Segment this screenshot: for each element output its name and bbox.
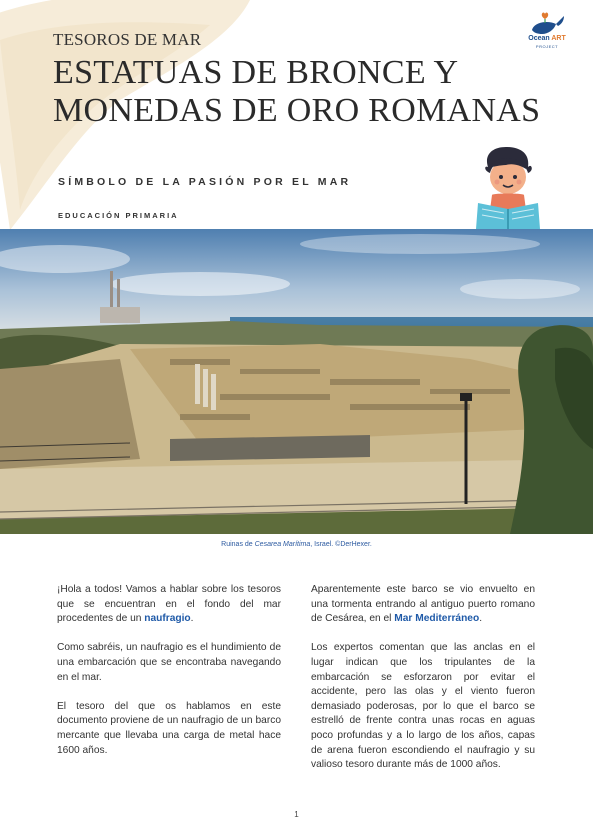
paragraph-intro-text: ¡Hola a todos! Vamos a hablar sobre los tesoros que se encuentran en el fondo del mar procedentes de un [57, 584, 281, 625]
logo-name-art: ART [551, 35, 566, 42]
logo-subtitle: PROJECT [535, 44, 559, 49]
caption-suffix: , Israel. ©DerHexer. [310, 541, 372, 548]
body-column-right [311, 583, 535, 787]
page-title [53, 54, 553, 130]
paragraph-experts: Los expertos comentan que las anclas en el lugar indican que los tripulantes de la embarcación se esforzaron por evitar el accidente, pero las olas y el viento fueron demasiado poderosas, por lo que el barco se estrelló de frente contra unas rocas en aguas poco profundas y a lo largo de los años, capas de arena fueron escondiendo el naufragio y su valioso tesoro durante más de 1000 años. [311, 642, 535, 771]
paragraph-storm-end: . [479, 613, 483, 625]
paragraph-storm-text: Aparentemente este barco se vio envuelto en una tormenta entrando al antiguo puerto romano de Cesárea, en el [311, 584, 535, 625]
mediterraneo-link: Mar Mediterráneo [394, 613, 480, 625]
kicker-label: TESOROS DE MAR [53, 30, 202, 49]
education-level: EDUCACIÓN PRIMARIA [58, 211, 179, 220]
caption-place: Cesarea Marítima [254, 541, 311, 548]
paragraph-storm [311, 583, 535, 627]
logo-name-ocean: Ocean [528, 35, 552, 42]
page-number: 1 [294, 810, 299, 819]
paragraph-treasure: El tesoro del que os hablamos en este documento proviene de un naufragio de un barco mercante que llevaba una carga de metal hace 1600 años. [57, 700, 281, 756]
caption-prefix: Ruinas de [221, 541, 255, 548]
subtitle: SÍMBOLO DE LA PASIÓN POR EL MAR [58, 176, 352, 188]
paragraph-intro-end: . [190, 613, 194, 625]
naufragio-link: naufragio [144, 613, 191, 625]
logo-name [512, 35, 582, 42]
title-line-1: ESTATUAS DE BRONCE Y [53, 54, 459, 91]
paragraph-intro [57, 583, 281, 627]
photo-caption [0, 541, 593, 548]
body-column-left [57, 583, 281, 773]
paragraph-definition: Como sabréis, un naufragio es el hundimiento de una embarcación que se encontraba navegando en el mar. [57, 642, 281, 683]
ruins-photo [0, 229, 593, 534]
title-line-2: MONEDAS DE ORO ROMANAS [53, 92, 541, 129]
